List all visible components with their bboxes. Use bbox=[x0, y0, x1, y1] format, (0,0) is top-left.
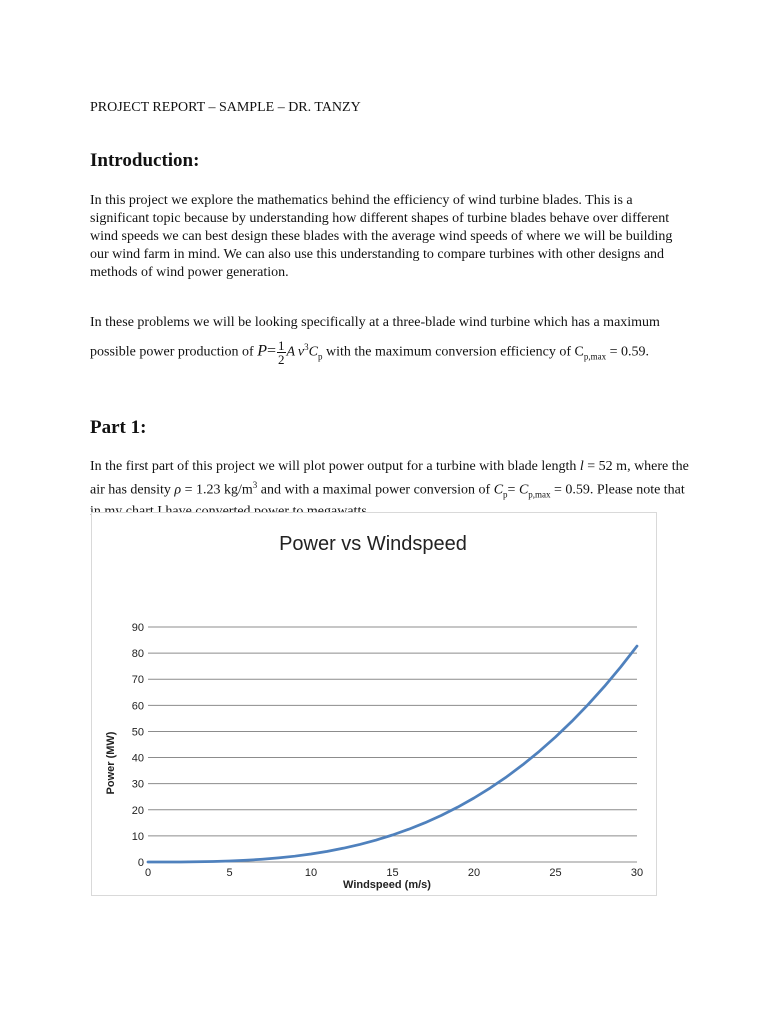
chart-svg bbox=[92, 513, 658, 897]
y-tick-label: 70 bbox=[131, 674, 144, 687]
x-tick-label: 5 bbox=[226, 867, 233, 879]
part1-text-6: = 0.59. Please note that bbox=[554, 482, 685, 498]
chart-title: Power vs Windspeed bbox=[279, 533, 467, 555]
part1-text-3: = 1.23 kg/m bbox=[181, 482, 253, 498]
x-tick-label: 0 bbox=[144, 867, 152, 879]
x-tick-label: 10 bbox=[304, 867, 318, 879]
velocity-exponent: 3 bbox=[304, 342, 309, 352]
x-axis-label: Windspeed (m/s) bbox=[343, 879, 431, 891]
fraction-denominator: 2 bbox=[278, 351, 285, 367]
power-series-line bbox=[148, 646, 637, 862]
cpmax-symbol: C bbox=[518, 482, 529, 498]
introduction-paragraph: In this project we explore the mathematics behind the efficiency of wind turbine blades. This is a significant topic because by understanding how different shapes of turbine blades behave over different wind speeds we can best design these blades with the average wind speeds of where we will be building our wind farm in mind. We can also use this understanding to compare turbines with other designs and methods of wind power generation. bbox=[90, 193, 673, 280]
gridlines bbox=[148, 627, 637, 862]
y-tick-label: 20 bbox=[131, 804, 144, 817]
x-tick-label: 20 bbox=[467, 867, 481, 879]
part1-text-1: In the first part of this project we will plot power output for a turbine with blade length bbox=[90, 459, 580, 474]
y-tick-label: 50 bbox=[131, 726, 144, 739]
y-axis-label: Power (MW) bbox=[105, 731, 117, 795]
equals-sign: = bbox=[266, 342, 277, 360]
y-tick-label: 40 bbox=[131, 752, 144, 765]
introduction-heading: Introduction: bbox=[90, 150, 200, 171]
cp-subscript: p bbox=[317, 351, 323, 362]
y-tick-label: 0 bbox=[137, 857, 144, 869]
cpmax-subscript: p,max bbox=[583, 351, 607, 362]
x-tick-label: 15 bbox=[386, 867, 399, 879]
x-tick-label: 30 bbox=[630, 867, 644, 879]
y-tick-labels bbox=[132, 622, 144, 869]
y-tick-label: 10 bbox=[131, 830, 144, 843]
cp-symbol-2: C bbox=[493, 482, 504, 498]
half-fraction bbox=[277, 339, 286, 366]
x-tick-label: 25 bbox=[549, 867, 562, 879]
area-symbol: A bbox=[286, 344, 296, 360]
fraction-numerator: 1 bbox=[278, 337, 285, 353]
part1-text-4: and with a maximal power conversion of bbox=[257, 482, 494, 498]
formula-intro-text: In these problems we will be looking specifically at a three-blade wind turbine which has a maximum possible power production of bbox=[90, 315, 660, 360]
part1-text-5: = bbox=[507, 482, 519, 498]
y-tick-label: 30 bbox=[131, 778, 144, 791]
document-header: PROJECT REPORT – SAMPLE – DR. TANZY bbox=[90, 100, 361, 115]
power-chart bbox=[91, 512, 657, 896]
blade-length-symbol: l bbox=[579, 459, 584, 474]
y-tick-label: 60 bbox=[131, 700, 144, 713]
part1-heading: Part 1: bbox=[90, 417, 147, 438]
y-tick-label: 90 bbox=[131, 622, 144, 634]
density-symbol: ρ bbox=[174, 482, 182, 498]
formula-end-text: = 0.59. bbox=[606, 344, 650, 360]
velocity-symbol: v bbox=[297, 344, 305, 360]
cp-subscript-2: p bbox=[503, 489, 508, 500]
y-tick-label: 80 bbox=[131, 648, 144, 661]
formula-middle-text: with the maximum conversion efficiency of C bbox=[322, 344, 584, 360]
density-unit-exponent: 3 bbox=[252, 480, 258, 490]
x-tick-labels bbox=[145, 867, 643, 879]
cp-symbol: C bbox=[308, 344, 318, 360]
power-symbol: P bbox=[257, 342, 267, 360]
part1-text-2: = 52 m, where the air has density bbox=[90, 459, 689, 498]
power-formula-paragraph bbox=[90, 311, 690, 368]
cpmax-subscript-2: p,max bbox=[528, 489, 551, 500]
